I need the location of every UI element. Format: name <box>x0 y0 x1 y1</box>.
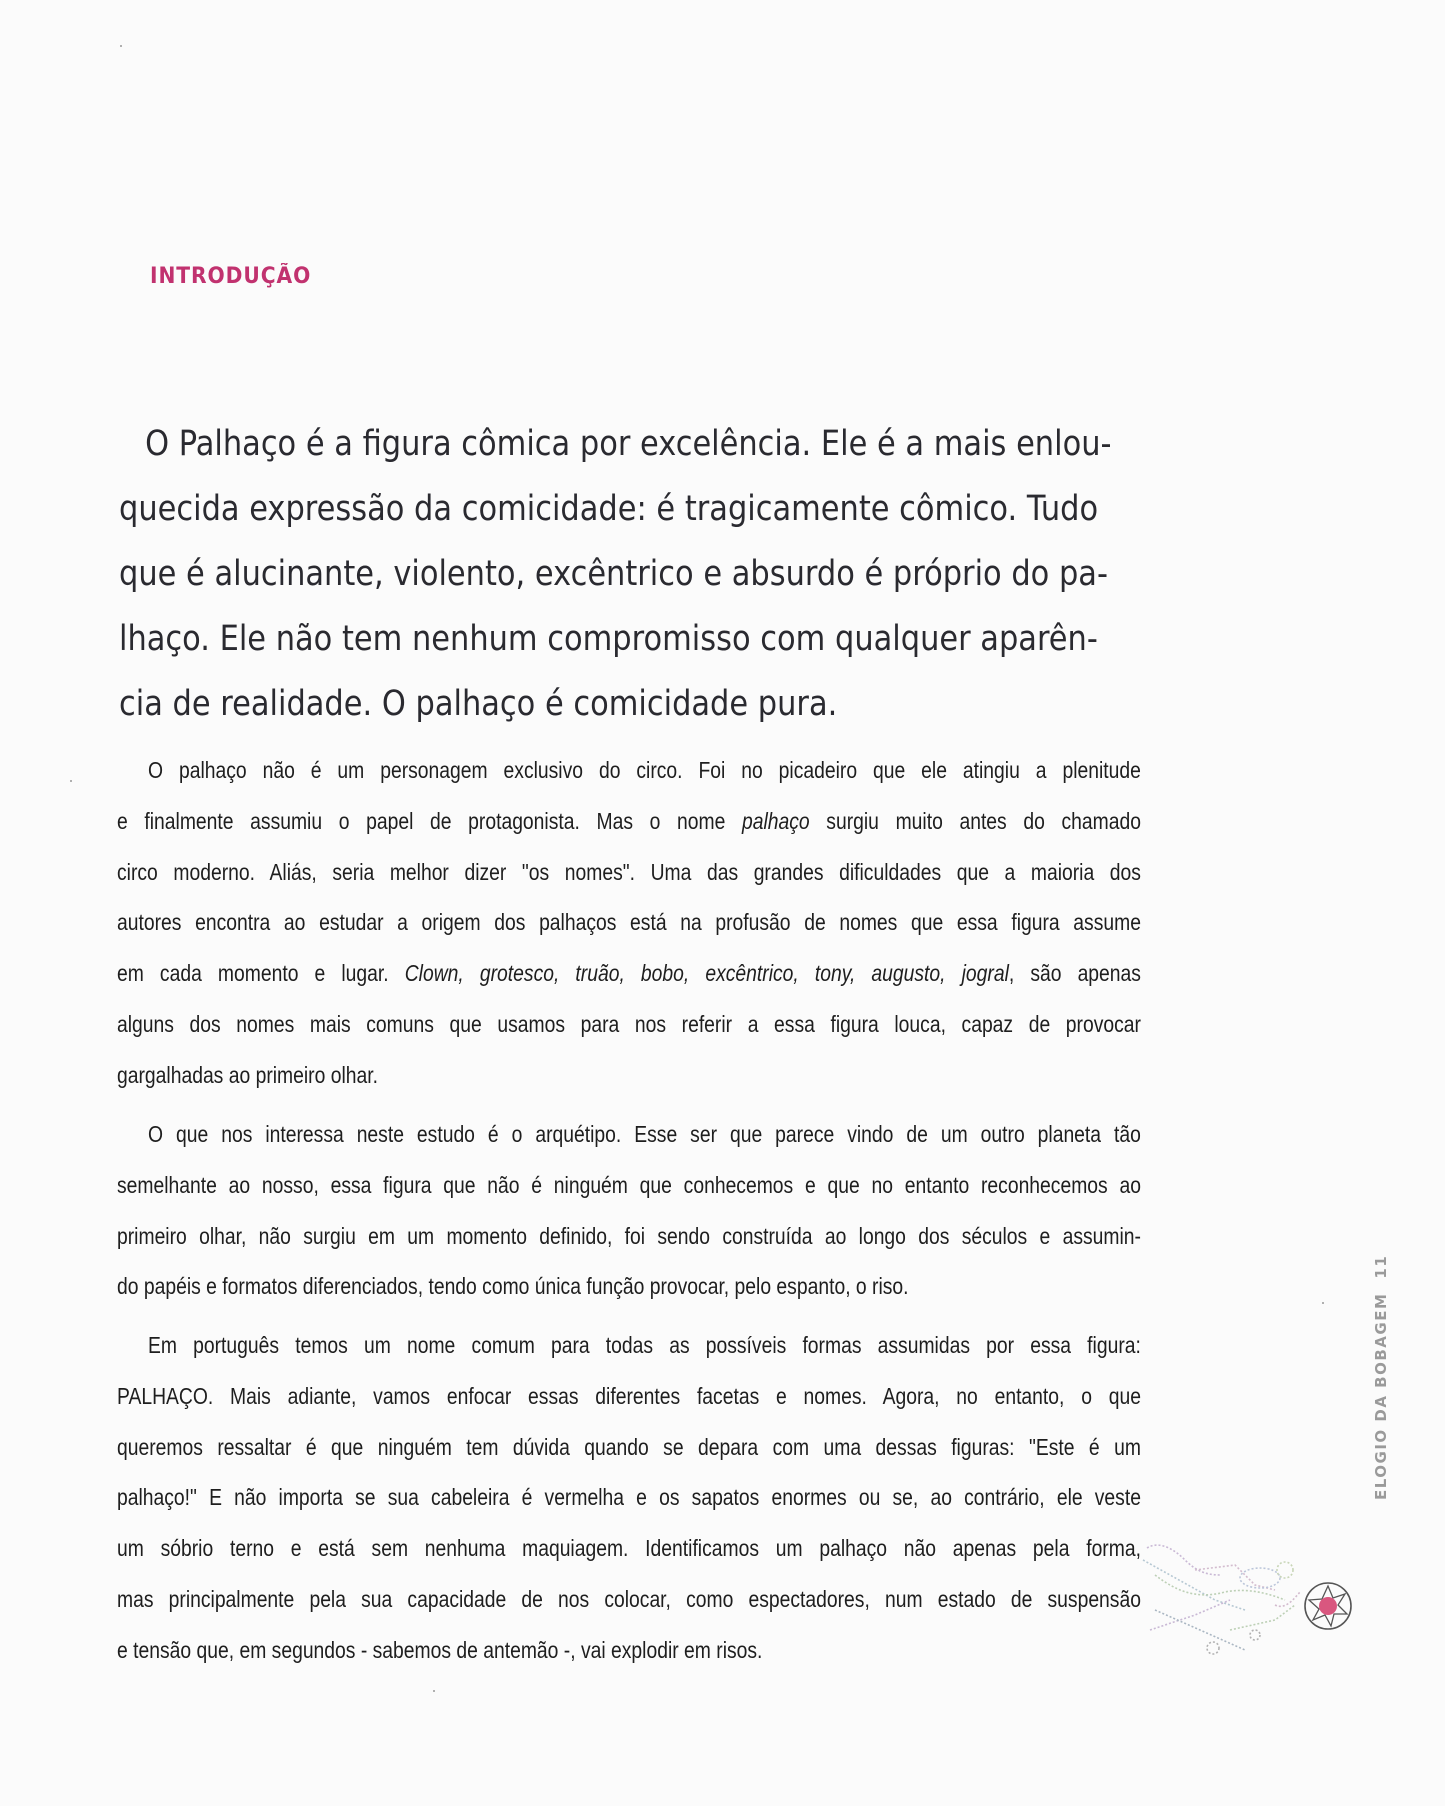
text-line: semelhante ao nosso, essa figura que não é ninguém que conhecemos e que no entanto reconhecemos ao <box>117 1171 1141 1198</box>
lead-line: lhaço. Ele não tem nenhum compromisso com qualquer aparên- <box>119 619 1098 659</box>
text-line: mas principalmente pela sua capacidade de nos colocar, como espectadores, num estado de suspensão <box>117 1585 1141 1612</box>
body-paragraph-1 <box>117 745 1141 1101</box>
book-title: ELOGIO DA BOBAGEM <box>1372 1292 1390 1500</box>
page-number: 11 <box>1372 1254 1390 1279</box>
paper-speck <box>1322 1302 1324 1304</box>
lead-line: que é alucinante, violento, excêntrico e absurdo é próprio do pa- <box>119 554 1108 594</box>
paper-speck <box>433 1690 435 1692</box>
lead-line: cia de realidade. O palhaço é comicidade pura. <box>119 684 838 724</box>
text-line: e finalmente assumiu o papel de protagonista. Mas o nome palhaço surgiu muito antes do chamado <box>117 807 1141 834</box>
emphasis: Clown, grotesco, truão, bobo, excêntrico, tony, augusto, jogral <box>404 960 1009 987</box>
text-line: um sóbrio terno e está sem nenhuma maquiagem. Identificamos um palhaço não apenas pela forma, <box>117 1535 1141 1562</box>
clown-figure-icon <box>1135 1530 1365 1670</box>
lead-line: O Palhaço é a figura cômica por excelência. Ele é a mais enlou- <box>145 424 1112 464</box>
text-line: primeiro olhar, não surgiu em um momento definido, foi sendo construída ao longo dos séculos e assumin- <box>117 1222 1141 1249</box>
text-line: O que nos interessa neste estudo é o arquétipo. Esse ser que parece vindo de um outro planeta tão <box>148 1121 1141 1147</box>
text-line: PALHAÇO. Mais adiante, vamos enfocar essas diferentes facetas e nomes. Agora, no entanto, o que <box>117 1382 1141 1409</box>
text-line: circo moderno. Aliás, seria melhor dizer "os nomes". Uma das grandes dificuldades que a maioria dos <box>117 858 1141 885</box>
lead-paragraph <box>119 412 1139 737</box>
body-paragraph-2 <box>117 1109 1141 1312</box>
text-line: alguns dos nomes mais comuns que usamos para nos referir a essa figura louca, capaz de provocar <box>117 1010 1141 1037</box>
text-line: em cada momento e lugar. Clown, grotesco, truão, bobo, excêntrico, tony, augusto, jogral, são apenas <box>117 960 1141 987</box>
paper-speck <box>70 780 72 782</box>
paper-speck <box>120 45 122 47</box>
text-line: O palhaço não é um personagem exclusivo do circo. Foi no picadeiro que ele atingiu a plenitude <box>148 757 1141 783</box>
clown-ornament-icon <box>1135 1530 1365 1670</box>
body-paragraph-3 <box>117 1320 1141 1676</box>
text-line: autores encontra ao estudar a origem dos palhaços está na profusão de nomes que essa figura assume <box>117 909 1141 936</box>
text-line: queremos ressaltar é que ninguém tem dúvida quando se depara com uma dessas figuras: "Este é um <box>117 1433 1141 1460</box>
text-line: Em português temos um nome comum para todas as possíveis formas assumidas por essa figura: <box>148 1332 1141 1358</box>
running-head <box>1372 1255 1390 1500</box>
lead-line: quecida expressão da comicidade: é tragicamente cômico. Tudo <box>119 489 1099 529</box>
section-title: INTRODUÇÃO <box>150 264 312 289</box>
text-line: gargalhadas ao primeiro olhar. <box>117 1061 378 1088</box>
text-line: palhaço!" E não importa se sua cabeleira é vermelha e os sapatos enormes ou se, ao contrário, ele veste <box>117 1484 1141 1511</box>
emphasis: palhaço <box>741 807 810 834</box>
text-line: e tensão que, em segundos - sabemos de antemão -, vai explodir em risos. <box>117 1636 763 1663</box>
text-line: do papéis e formatos diferenciados, tendo como única função provocar, pelo espanto, o riso. <box>117 1273 909 1300</box>
